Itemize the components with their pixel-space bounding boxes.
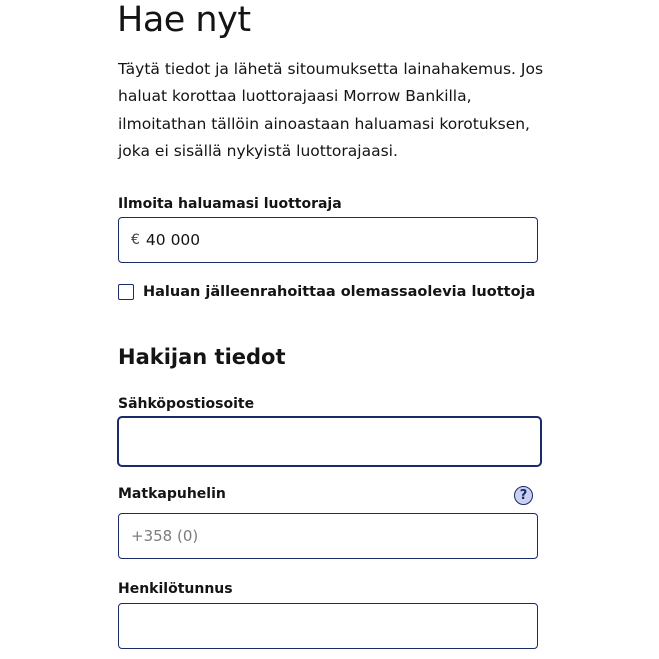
phone-placeholder: +358 (0) xyxy=(131,527,199,545)
question-circle-icon[interactable]: ? xyxy=(514,486,533,505)
credit-limit-input[interactable] xyxy=(118,217,538,263)
email-label: Sähköpostiosoite xyxy=(118,396,255,412)
credit-limit-label: Ilmoita haluamasi luottoraja xyxy=(118,196,342,212)
refinance-checkbox-row[interactable] xyxy=(118,284,535,300)
currency-symbol: € xyxy=(131,232,140,248)
phone-field[interactable] xyxy=(118,513,538,559)
credit-limit-value: 40 000 xyxy=(145,231,201,249)
intro-text: Täytä tiedot ja lähetä sitoumuksetta lainahakemus. Jos haluat korottaa luottorajaasi Morrow Bankilla, ilmoitathan tällöin ainoastaan haluamasi korotuksen, joka ei sisällä nykyistä luottorajaasi. xyxy=(118,60,544,160)
ssn-field[interactable] xyxy=(118,603,538,649)
refinance-checkbox-label[interactable]: Haluan jälleenrahoittaa olemassaolevia luottoja xyxy=(143,284,536,300)
phone-label: Matkapuhelin xyxy=(118,486,226,502)
ssn-label: Henkilötunnus xyxy=(118,581,233,597)
page-title: Hae nyt xyxy=(117,0,251,40)
refinance-checkbox[interactable] xyxy=(118,284,134,300)
email-field[interactable] xyxy=(118,417,541,466)
applicant-section-title: Hakijan tiedot xyxy=(118,345,286,369)
